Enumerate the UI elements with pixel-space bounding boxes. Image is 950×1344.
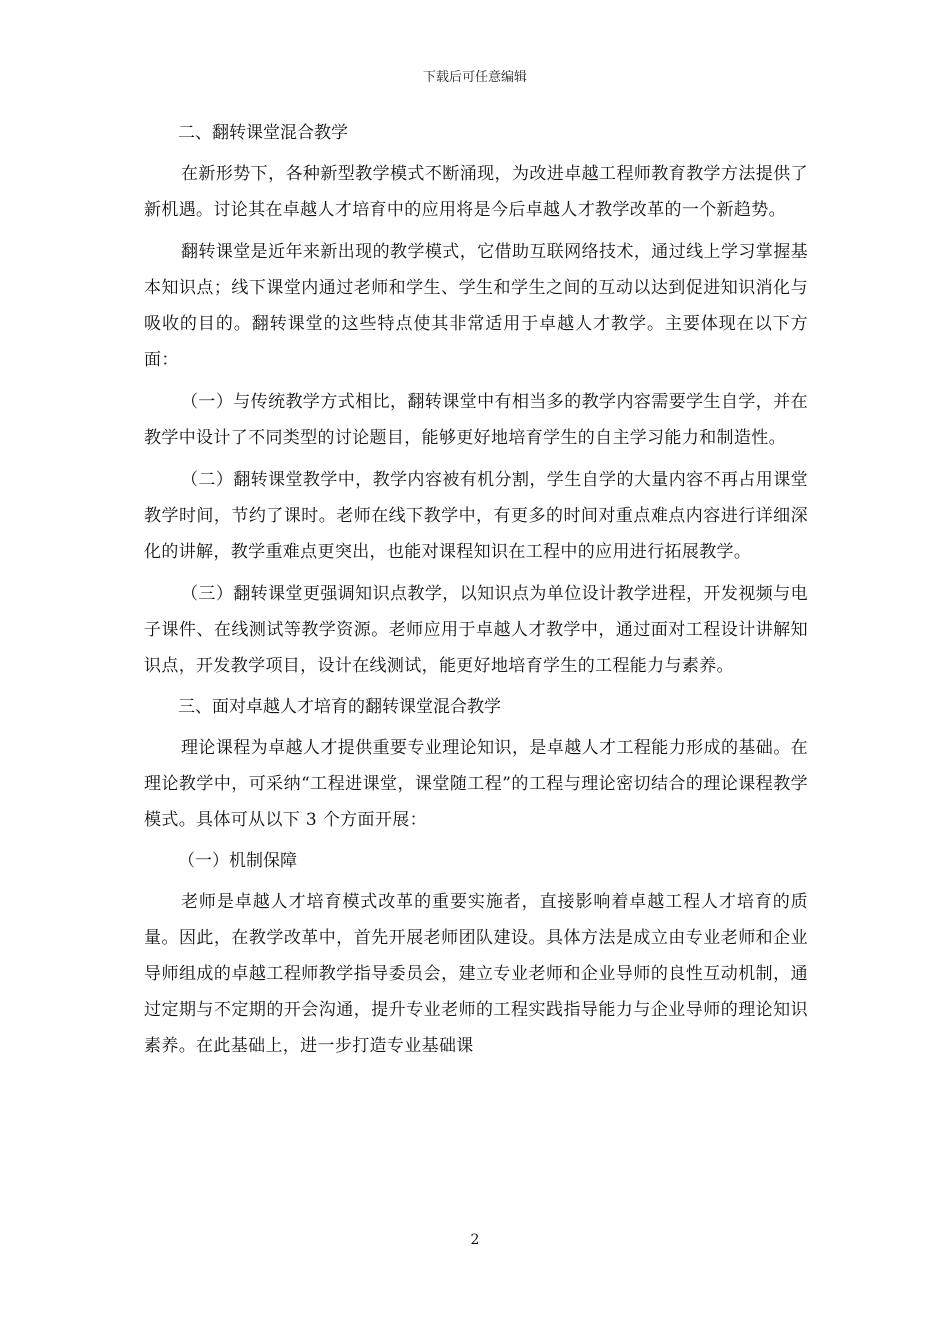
paragraph: （三）翻转课堂更强调知识点教学，以知识点为单位设计教学进程，开发视频与电子课件、在线测试等教学资源。老师应用于卓越人才教学中，通过面对工程设计讲解知识点，开发教学项目，设计在线测试，能更好地培育学生的工程能力与素养。: [144, 584, 808, 676]
paragraph: 在新形势下，各种新型教学模式不断涌现，为改进卓越工程师教育教学方法提供了新机遇。讨论其在卓越人才培育中的应用将是今后卓越人才教学改革的一个新趋势。: [144, 164, 808, 220]
document-body: [144, 116, 808, 1070]
paragraph: （一）与传统教学方式相比，翻转课堂中有相当多的教学内容需要学生自学，并在教学中设计了不同类型的讨论题目，能够更好地培育学生的自主学习能力和制造性。: [144, 392, 808, 448]
paragraph: 理论课程为卓越人才提供重要专业理论知识，是卓越人才工程能力形成的基础。在理论教学中，可采纳“工程进课堂，课堂随工程”的工程与理论密切结合的理论课程教学模式。具体可从以下 3 个方面开展：: [144, 738, 808, 830]
section-heading: 三、面对卓越人才培育的翻转课堂混合教学: [178, 697, 501, 717]
section-heading: 二、翻转课堂混合教学: [178, 123, 348, 143]
subsection-heading: （一）机制保障: [178, 851, 297, 871]
page-header: 下载后可任意编辑: [422, 70, 527, 85]
paragraph: 老师是卓越人才培育模式改革的重要实施者，直接影响着卓越工程人才培育的质量。因此，在教学改革中，首先开展老师团队建设。具体方法是成立由专业老师和企业导师组成的卓越工程师教学指导委员会，建立专业老师和企业导师的良性互动机制，通过定期与不定期的开会沟通，提升专业老师的工程实践指导能力与企业导师的理论知识素养。在此基础上，进一步打造专业基础课: [144, 892, 808, 1056]
paragraph: 翻转课堂是近年来新出现的教学模式，它借助互联网络技术，通过线上学习掌握基本知识点；线下课堂内通过老师和学生、学生和学生之间的互动以达到促进知识消化与吸收的目的。翻转课堂的这些特点使其非常适用于卓越人才教学。主要体现在以下方面：: [144, 242, 808, 370]
paragraph: （二）翻转课堂教学中，教学内容被有机分割，学生自学的大量内容不再占用课堂教学时间，节约了课时。老师在线下教学中，有更多的时间对重点难点内容进行详细深化的讲解，教学重难点更突出，也能对课程知识在工程中的应用进行拓展教学。: [144, 470, 808, 562]
page-number: 2: [470, 1232, 480, 1248]
